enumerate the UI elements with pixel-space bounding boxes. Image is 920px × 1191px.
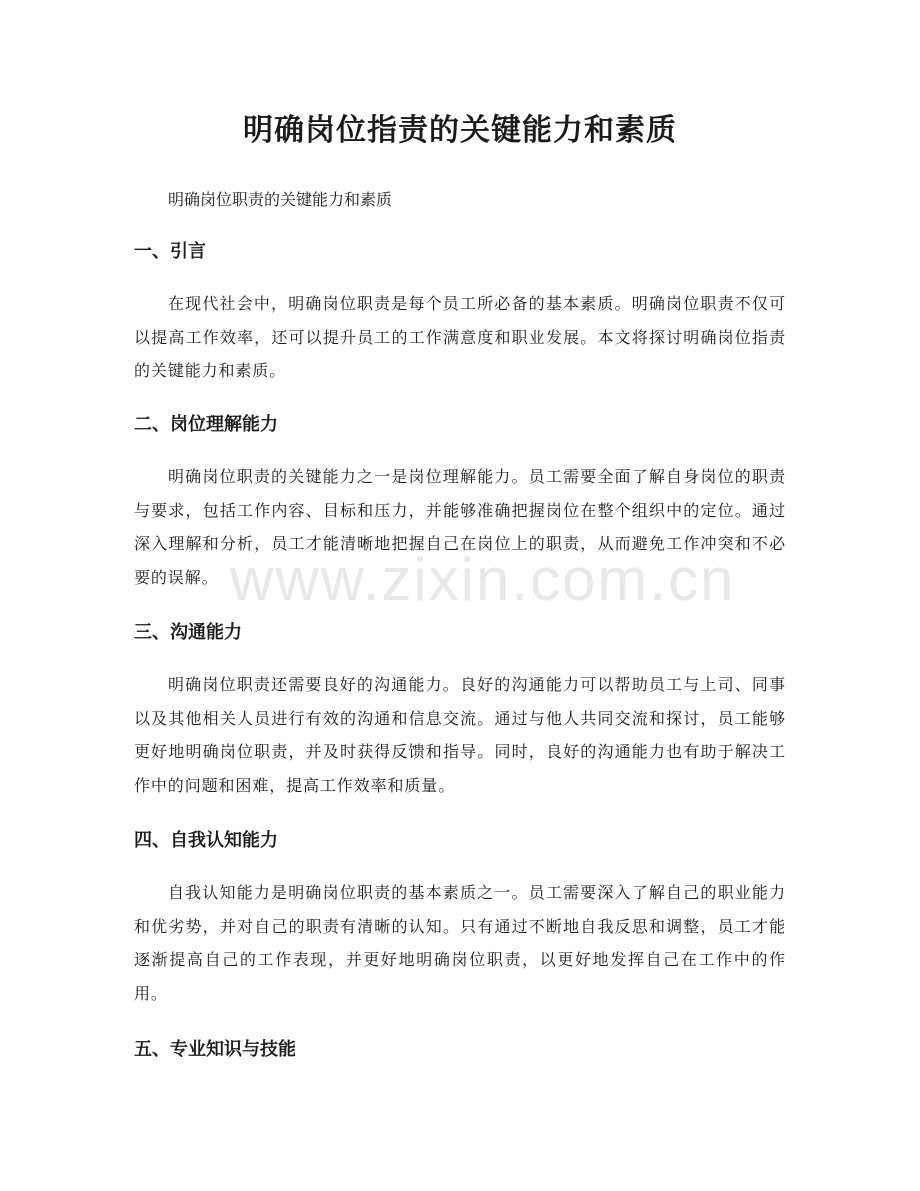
section-heading-role-understanding: 二、岗位理解能力 bbox=[134, 414, 278, 435]
section-paragraph-introduction: 在现代社会中，明确岗位职责是每个员工所必备的基本素质。明确岗位职责不仅可以提高工作效率，还可以提升员工的工作满意度和职业发展。本文将探讨明确岗位指责的关键能力和素质。 bbox=[134, 294, 786, 380]
section-paragraph-self-awareness: 自我认知能力是明确岗位职责的基本素质之一。员工需要深入了解自己的职业能力和优劣势，并对自己的职责有清晰的认知。只有通过不断地自我反思和调整，员工才能逐渐提高自己的工作表现，并更好地明确岗位职责，以更好地发挥自己在工作中的作用。 bbox=[134, 883, 786, 1003]
section-paragraph-role-understanding: 明确岗位职责的关键能力之一是岗位理解能力。员工需要全面了解自身岗位的职责与要求，包括工作内容、目标和压力，并能够准确把握岗位在整个组织中的定位。通过深入理解和分析，员工才能清晰地把握自己在岗位上的职责，从而避免工作冲突和不必要的误解。 bbox=[134, 467, 786, 587]
section-heading-communication: 三、沟通能力 bbox=[134, 622, 242, 643]
document-title: 明确岗位指责的关键能力和素质 bbox=[243, 113, 677, 148]
section-heading-introduction: 一、引言 bbox=[134, 241, 206, 262]
section-paragraph-communication: 明确岗位职责还需要良好的沟通能力。良好的沟通能力可以帮助员工与上司、同事以及其他相关人员进行有效的沟通和信息交流。通过与他人共同交流和探讨，员工能够更好地明确岗位职责，并及时获得反馈和指导。同时，良好的沟通能力也有助于解决工作中的问题和困难，提高工作效率和质量。 bbox=[134, 675, 786, 795]
section-heading-professional-skills: 五、专业知识与技能 bbox=[134, 1039, 296, 1060]
watermark: www.zixin.com.cn bbox=[230, 546, 736, 613]
section-heading-self-awareness: 四、自我认知能力 bbox=[134, 830, 278, 851]
document-subtitle: 明确岗位职责的关键能力和素质 bbox=[168, 190, 393, 209]
